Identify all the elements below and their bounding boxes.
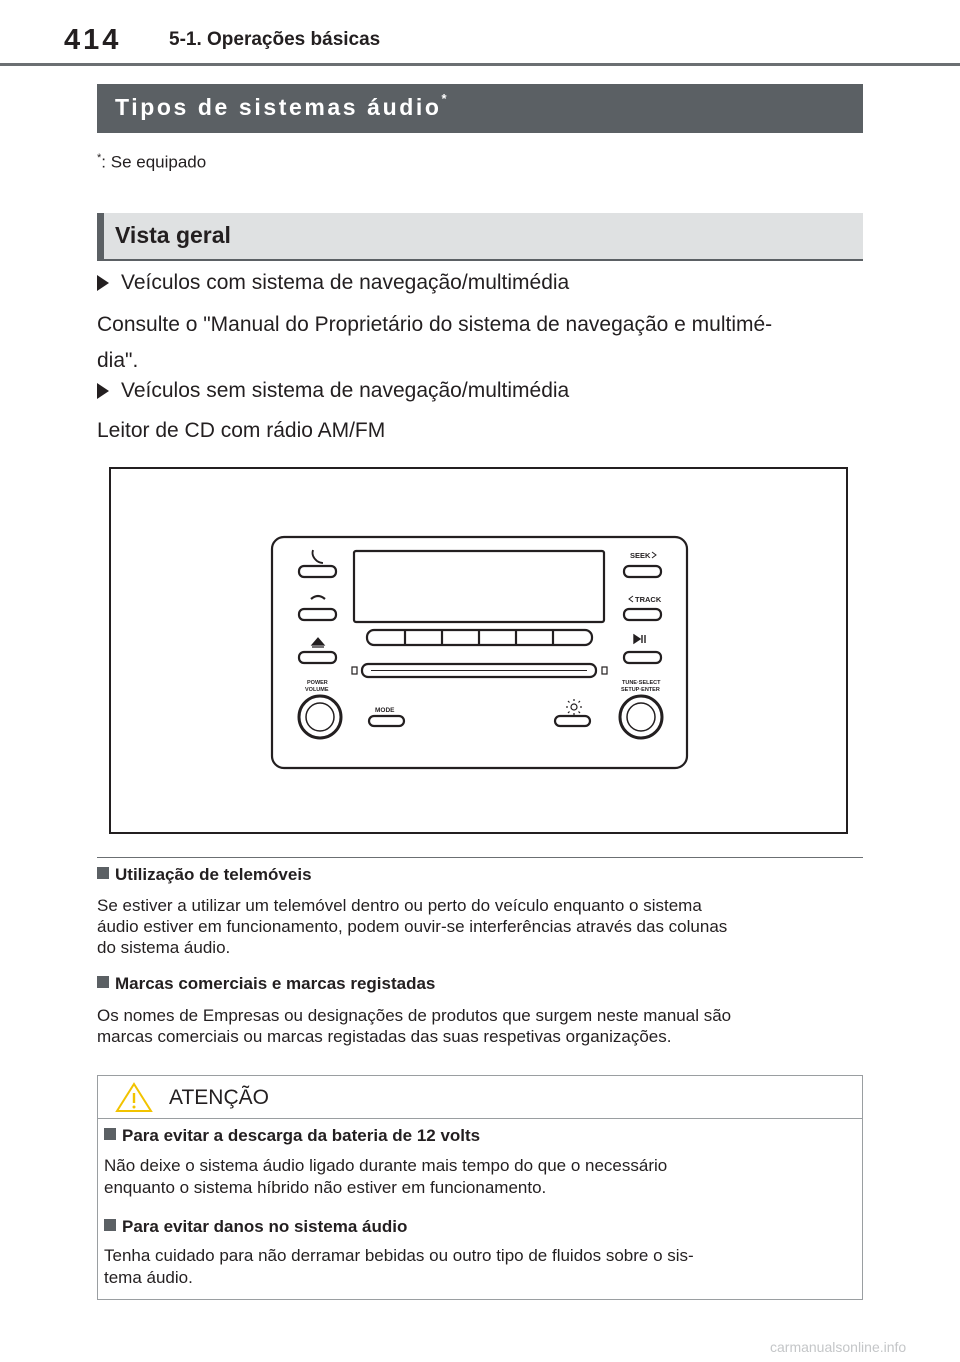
audio-unit-figure bbox=[109, 467, 848, 834]
setup-enter-label: SETUP·ENTER bbox=[621, 687, 660, 693]
bullet-navigation-text: Veículos com sistema de navegação/multimédia bbox=[121, 271, 570, 294]
chevron-left-icon bbox=[629, 596, 633, 602]
warning-item-heading-text: Para evitar danos no sistema áudio bbox=[122, 1217, 408, 1236]
footnote-text: : Se equipado bbox=[101, 152, 207, 172]
header-divider bbox=[0, 63, 960, 66]
page-number: 414 bbox=[64, 24, 122, 56]
section-divider bbox=[97, 857, 863, 858]
warning-line: Não deixe o sistema áudio ligado durante mais tempo do que o necessário bbox=[104, 1156, 668, 1175]
note-heading-text: Utilização de telemóveis bbox=[115, 865, 312, 884]
square-bullet-icon bbox=[97, 867, 109, 879]
warning-item-heading bbox=[104, 1217, 407, 1237]
footnote-marker: * bbox=[97, 152, 102, 164]
subsection-header bbox=[97, 213, 863, 261]
bullet-no-navigation bbox=[97, 379, 569, 403]
watermark[interactable]: carmanualsonline.info bbox=[770, 1339, 907, 1355]
note-body-phones bbox=[97, 895, 867, 958]
note-heading-phones bbox=[97, 865, 312, 885]
square-bullet-icon bbox=[104, 1219, 116, 1231]
chevron-right-icon bbox=[652, 552, 656, 558]
page-title-text: Tipos de sistemas áudio bbox=[115, 94, 442, 120]
bullet-navigation bbox=[97, 271, 569, 295]
warning-item-heading-text: Para evitar a descarga da bateria de 12 volts bbox=[122, 1126, 481, 1145]
title-footnote-marker: * bbox=[441, 91, 447, 107]
warning-item-body bbox=[104, 1155, 854, 1199]
eject-icon bbox=[312, 638, 324, 647]
warning-line: Tenha cuidado para não derramar bebidas ou outro tipo de fluidos sobre o sis- bbox=[104, 1246, 694, 1265]
warning-item-body bbox=[104, 1245, 854, 1289]
page-title bbox=[115, 91, 447, 121]
track-label: TRACK bbox=[635, 595, 662, 604]
square-bullet-icon bbox=[104, 1128, 116, 1140]
subsection-title: Vista geral bbox=[115, 222, 231, 248]
section-label: 5-1. Operações básicas bbox=[169, 29, 381, 50]
power-label: POWER bbox=[307, 680, 328, 686]
warning-title: ATENÇÃO bbox=[169, 1086, 269, 1109]
note-body-trademarks bbox=[97, 1005, 867, 1047]
note-heading-text: Marcas comerciais e marcas registadas bbox=[115, 974, 436, 993]
warning-header bbox=[98, 1076, 862, 1119]
brightness-icon bbox=[566, 699, 582, 715]
mode-label: MODE bbox=[375, 707, 395, 714]
tune-select-label: TUNE·SELECT bbox=[622, 680, 661, 686]
warning-triangle-icon bbox=[114, 1081, 154, 1113]
play-pause-icon bbox=[634, 635, 645, 643]
note-line: áudio estiver em funcionamento, podem ouvir-se interferências através das colunas bbox=[97, 917, 728, 936]
note-heading-trademarks bbox=[97, 974, 435, 994]
bullet-no-navigation-text: Veículos sem sistema de navegação/multimédia bbox=[121, 379, 570, 402]
volume-label: VOLUME bbox=[305, 687, 329, 693]
audio-unit-illustration bbox=[111, 469, 846, 832]
page-title-bar bbox=[97, 84, 863, 133]
note-line: Se estiver a utilizar um telemóvel dentro ou perto do veículo enquanto o sistema bbox=[97, 896, 702, 915]
paragraph-line: Consulte o "Manual do Proprietário do sistema de navegação e multimé- bbox=[97, 313, 773, 336]
phone-pickup-icon bbox=[313, 550, 324, 563]
warning-item-heading bbox=[104, 1126, 480, 1146]
triangle-bullet-icon bbox=[97, 275, 109, 291]
triangle-bullet-icon bbox=[97, 383, 109, 399]
subsection-marker bbox=[97, 213, 104, 259]
note-line: Os nomes de Empresas ou designações de produtos que surgem neste manual são bbox=[97, 1006, 732, 1025]
phone-hangup-icon bbox=[311, 596, 325, 599]
square-bullet-icon bbox=[97, 976, 109, 988]
warning-line: tema áudio. bbox=[104, 1268, 193, 1287]
paragraph-line: dia". bbox=[97, 349, 139, 372]
paragraph-cd-player: Leitor de CD com rádio AM/FM bbox=[97, 419, 386, 442]
note-line: marcas comerciais ou marcas registadas das suas respetivas organizações. bbox=[97, 1027, 672, 1046]
footnote bbox=[97, 152, 206, 173]
note-line: do sistema áudio. bbox=[97, 938, 231, 957]
warning-box bbox=[97, 1075, 863, 1300]
paragraph-navigation bbox=[97, 307, 867, 379]
warning-line: enquanto o sistema híbrido não estiver em funcionamento. bbox=[104, 1178, 547, 1197]
seek-label: SEEK bbox=[630, 551, 651, 560]
